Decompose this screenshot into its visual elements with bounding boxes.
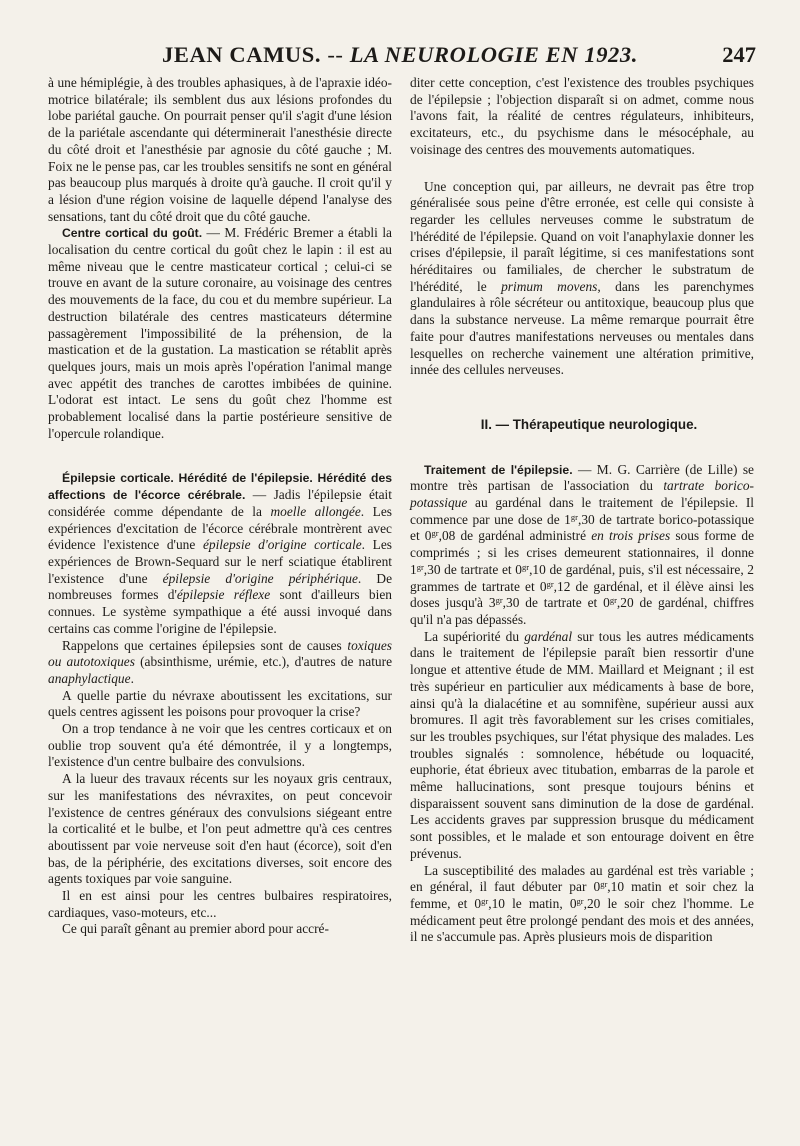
subsection-heading-traitement: Traitement de l'épilepsie. <box>424 462 573 477</box>
left-paragraph-3: Épilepsie corticale. Hérédité de l'épilepsie. Hérédité des affections de l'écorce cérébrale. — Jadis l'épilepsie était considérée comme dépendante de la moelle allongée. Les expériences d'excitation de l'écorce cérébrale montrèrent avec évidence l'existence d'une épilepsie d'origine corticale. Les expériences de Brown-Sequard sur le nerf sciatique établirent l'existence d'une épilepsie d'origine périphérique. De nombreuses formes d'épilepsie réflexe sont d'ailleurs bien connues. Le système sympathique a été aussi invoqué dans certains cas comme l'origine de l'épilepsie. <box>48 471 393 636</box>
left-paragraph-6: On a trop tendance à ne voir que les centres corticaux et on oublie trop souvent qu'a été démontrée, il y a longtemps, l'existence d'un centre bulbaire des convulsions. <box>48 721 392 770</box>
right-paragraph-1: diter cette conception, c'est l'existence des troubles psychiques de l'épilepsie ; l'objection disparaît si on admet, comme nous l'avons fait, la réalité de centres régulateurs, inhibiteurs, excitateurs, etc., du psychisme dans le mésocéphale, au voisinage des centres des mouvements automatiques. <box>410 75 754 157</box>
header-separator: -- <box>321 42 350 67</box>
header-author: JEAN CAMUS. <box>162 42 322 67</box>
left-column <box>48 75 392 938</box>
left-paragraph-7: A la lueur des travaux récents sur les noyaux gris centraux, sur les manifestations des névraxites, on peut concevoir l'existence de centres généraux des convulsions siégeant entre la corticalité et le bulbe, et l'on peut admettre qu'à ces centres aboutissent par voie nerveuse soit d'en haut (écorce), soit d'en bas, de la périphérie, des excitations diverses, soit encore des agents toxiques par voie sanguine. <box>48 771 392 887</box>
left-paragraph-4: Rappelons que certaines épilepsies sont de causes toxiques ou autotoxiques (absinthisme, urémie, etc.), d'autres de nature anaphylactique. <box>48 637 393 686</box>
left-paragraph-1: à une hémiplégie, à des troubles aphasiques, à de l'apraxie idéo-motrice bilatérale; ils semblent dus aux lésions profondes du lobe pariétal gauche. On pourrait penser qu'il s'agit d'une lésion de la pariétale ascendante qui déterminerait l'anesthésie directe du côté droit et l'anesthésie par agnosie du côté gauche ; M. Foix ne le pense pas, car les troubles sensitifs ne sont en général pas beaucoup plus marqués à droite qu'à gauche. Il croit qu'il y a lésion d'une région voisine de laquelle dépend l'analyse des sensations, tant du côté droit que du côté gauche. <box>48 75 392 224</box>
right-column <box>410 75 754 946</box>
left-paragraph-8: Il en est ainsi pour les centres bulbaires respiratoires, cardiaques, vaso-moteurs, etc... <box>48 888 392 920</box>
left-paragraph-5: A quelle partie du névraxe aboutissent les excitations, sur quels centres agissent les poisons pour provoquer la crise? <box>48 687 392 720</box>
left-paragraph-9: Ce qui paraît gênant au premier abord pour accré- <box>62 921 329 937</box>
subsection-heading-gout: Centre cortical du goût. <box>62 226 203 241</box>
left-paragraph-2: Centre cortical du goût. — M. Frédéric Bremer a établi la localisation du centre cortical du goût chez le lapin : il est au même niveau que le centre masticateur cortical ; celui-ci se trouve en avant de la suture coronaire, au voisinage des centres des mouvements de la face, du cou et du membre supérieur. La destruction bilatérale des centres masticateurs détermine passagèrement l'impossibilité de la préhension, de la mastication et de la gustation. La mastication se rétablit après quelques jours, mais un mois après l'opération l'animal mange avec appétit des tranches de carottes imbibées de quinine. L'odorat est intact. Le sens du goût chez l'homme est probablement localisé dans la partie postérieure sensitive de l'opercule rolandique. <box>48 225 392 441</box>
right-paragraph-5: La susceptibilité des malades au gardénal est très variable ; en général, il faut débuter par $0^{gr},10$ matin et soir chez la femme, et $0^{gr},10$ le matin, $0^{gr},20$ le soir chez l'homme. Le médicament peut être prolongé pendant des mois et des années, il ne s'accumule pas. Après plusieurs mois de disparition <box>410 862 754 945</box>
right-paragraph-2: Une conception qui, par ailleurs, ne devrait pas être trop généralisée sous peine d'être erronée, est celle qui consiste à regarder les cellules nerveuses comme le substratum de l'hérédité de l'épilepsie. Quand on voit l'anaphylaxie donner les crises d'épilepsie, il paraît légitime, si ces manifestations sont héréditaires ou familiales, de chercher le substratum de l'hérédité, le primum movens, dans les parenchymes glandulaires à rôle sécréteur ou antitoxique, beaucoup plus que dans la substance nerveuse. La même remarque pourrait être faite pour d'autres manifestations nerveuses ou mentales dans lesquelles on recherche vainement une altération primitive, innée des cellules nerveuses. <box>410 178 755 378</box>
running-header <box>44 42 756 76</box>
section-title: II. — Thérapeutique neurologique. <box>480 416 698 432</box>
page-number: 247 <box>722 42 756 67</box>
right-paragraph-4: La supériorité du gardénal sur tous les autres médicaments dans le traitement de l'épilepsie paraît bien ressortir d'une longue et attentive étude de MM. Maillard et Meignant ; il est très supérieur en particulier aux médicaments à base de bore, ainsi qu'à la dialacétine et au somnifène, supérieur aussi aux bromures. Il agit très favorablement sur les crises comitiales, sur les troubles psychiques, sur l'état physique des malades. Les troubles signalés : somnolence, hébétude ou loquacité, euphorie, état ébrieux avec titubation, embarras de la parole et même hallucinations, sont presque toujours bénins et disparaissent souvent sans diminution de la dose de gardénal. Les accidents graves par suppression brusque du médicament sont possibles, et le malade et son entourage doivent en être prévenus. <box>410 628 754 861</box>
right-paragraph-3: Traitement de l'épilepsie. — M. G. Carrière (de Lille) se montre très partisan de l'association du tartrate borico-potassique au gardénal dans le traitement de l'épilepsie. Il commence par une dose de $1^{gr},30$ de tartrate borico-potassique et $0^{gr},08$ de gardénal administré en trois prises sous forme de comprimés ; si les crises demeurent stationnaires, il donne $1^{gr},30$ de tartrate et $0^{gr},10$ de gardénal, puis, s'il est nécessaire, 2 grammes de tartrate et $0^{gr},12$ de gardénal, et il élève ainsi les doses jusqu'à $3^{gr},30$ de tartrate et $0^{gr},20$ de gardénal, chiffres qu'il n'a pas dépassés. <box>410 461 755 627</box>
header-subject: LA NEUROLOGIE EN 1923. <box>349 42 638 67</box>
running-title <box>44 42 756 68</box>
subsection-heading-epilepsie-corticale: Épilepsie corticale. Hérédité de l'épilepsie. Hérédité des affections de l'écorce cérébrale. <box>48 471 392 503</box>
